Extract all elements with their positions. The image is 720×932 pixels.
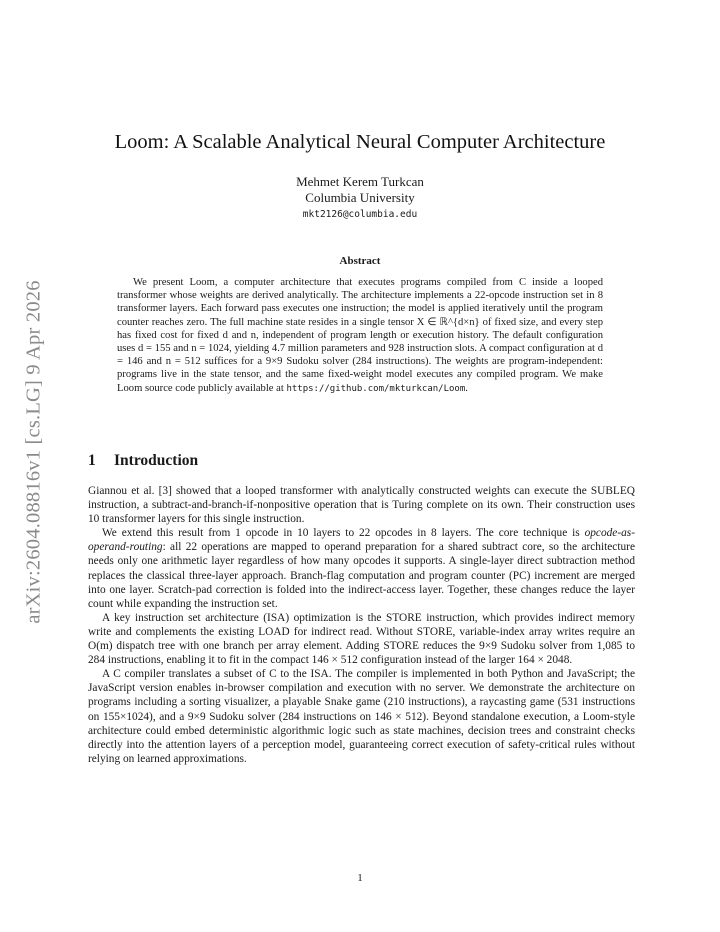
author-email: mkt2126@columbia.edu xyxy=(302,209,418,220)
abstract-heading: Abstract xyxy=(339,255,381,267)
section-title: Introduction xyxy=(114,452,199,469)
author-name: Mehmet Kerem Turkcan xyxy=(296,174,424,189)
paragraph-2-rest: all 22 operations are mapped to operand preparation for a shared subtract core, so the architecture needs only one arithmetic layer regardless of how many opcodes it supports. A single-layer direct subtraction method replaces the classical three-layer approach. Branch-flag computation and program counter (PC) increment are merged into one layer. Scratch-pad correction is folded into the indirect-access layer. Together, these changes reduce the layer count while expanding the instruction set. xyxy=(88,541,635,610)
paragraph-2 xyxy=(88,526,635,611)
section-number: 1 xyxy=(88,452,96,469)
abstract-text xyxy=(117,276,603,396)
paragraph-2-emphasis: opcode-as-operand-routing xyxy=(88,527,635,554)
paragraph-2-colon: : xyxy=(162,541,171,554)
introduction-body xyxy=(88,484,635,766)
paragraph-2-lead: We extend this result from 1 opcode in 10 layers to 22 opcodes in 8 layers. The core technique is xyxy=(102,527,580,540)
abstract-url: https://github.com/mkturkcan/Loom xyxy=(286,383,466,394)
page-number: 1 xyxy=(357,872,363,884)
abstract-body: We present Loom, a computer architecture that executes programs compiled from C inside a looped transformer whose weights are derived analytically. The architecture implements a 22-opcode instruction set in 8 transformer layers. Each forward pass executes one instruction; the model is applied iteratively until the program counter reaches zero. The full machine state resides in a single tensor X ∈ ℝ^{d×n} of fixed size, and every step has fixed cost for fixed d and n, independent of program length or execution history. The default configuration uses d = 155 and n = 1024, yielding 4.7 million parameters and 928 instruction slots. A compact configuration at d = 146 and n = 512 suffices for a 9×9 Sudoku solver (284 instructions). The weights are program-independent: programs live in the state tensor, and the same fixed-weight model executes any compiled program. We make Loom source code publicly available at xyxy=(117,277,603,394)
arxiv-identifier: arXiv:2604.08816v1 [cs.LG] 9 Apr 2026 xyxy=(22,280,45,624)
author-block xyxy=(0,174,720,224)
abstract-end: . xyxy=(465,382,468,394)
paragraph-4: A C compiler translates a subset of C to the ISA. The compiler is implemented in both Python and JavaScript; the JavaScript version enables in-browser compilation and execution with no server. We demonstrate the architecture on programs including a sorting visualizer, a playable Snake game (210 instructions), a raycasting game (531 instructions on 155×1024), and a 9×9 Sudoku solver (284 instructions on 146 × 512). Beyond standalone execution, a Loom-style architecture could embed deterministic algorithmic logic such as state machines, decision trees and constraint checks directly into the attention layers of a perception model, guaranteeing correct execution of safety-critical rules without relying on learned approximations. xyxy=(88,668,635,765)
paragraph-3: A key instruction set architecture (ISA) optimization is the STORE instruction, which provides indirect memory write and complements the existing LOAD for indirect read. Without STORE, variable-index array writes require an O(m) dispatch tree with one branch per array element. Adding STORE reduces the 9×9 Sudoku solver from 1,085 to 284 instructions, enabling it to fit in the compact 146 × 512 configuration instead of the larger 164 × 2048. xyxy=(88,611,635,667)
author-affiliation: Columbia University xyxy=(305,190,415,205)
section-heading xyxy=(88,452,198,470)
paper-title: Loom: A Scalable Analytical Neural Computer Architecture xyxy=(114,131,606,153)
paragraph-1: Giannou et al. [3] showed that a looped transformer with analytically constructed weights can execute the SUBLEQ instruction, a subtract-and-branch-if-nonpositive operation that is Turing complete on its own. Their construction uses 10 transformer layers for this single instruction. xyxy=(88,485,635,526)
